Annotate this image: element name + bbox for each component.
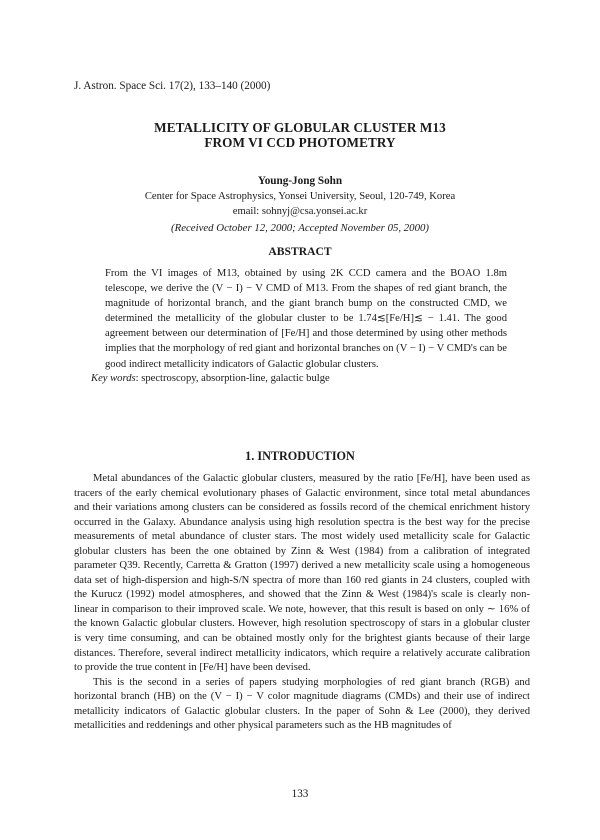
abstract-text: From the VI images of M13, obtained by using 2K CCD camera and the BOAO 1.8m telescope, we derive the (V − I) − V CMD of M13. From the shapes of red giant branch, the magnitude of horizontal branch, and the giant branch bump on the constructed CMD, we determined the metallicity of the globular cluster to be 1.74≲[Fe/H]≲ − 1.41. The good agreement between our determination of [Fe/H] and those determined by using other methods implies that the morphology of red giant and horizontal branches on (V − I) − V CMD's can be good indirect metallicity indicators of Galactic globular clusters. [105, 268, 507, 370]
introduction-body [74, 472, 530, 734]
keywords-label: Key words [91, 373, 136, 384]
journal-reference: J. Astron. Space Sci. 17(2), 133–140 (2000) [74, 80, 271, 92]
author-name: Young-Jong Sohn [257, 175, 343, 187]
paper-title-line-1: METALLICITY OF GLOBULAR CLUSTER M13 [154, 120, 446, 135]
introduction-paragraph-2: This is the second in a series of papers studying morphologies of red giant branch (RGB) and horizontal branch (HB) on the (V − I) − V color magnitude diagrams (CMDs) and their use of indirect metallicity indicators of Galactic globular clusters. In the paper of Sohn & Lee (2000), they derived metallicities and reddenings and other physical parameters such as the HB magnitudes of [74, 676, 530, 732]
paper-title-line-2: FROM VI CCD PHOTOMETRY [204, 135, 396, 150]
author-email: email: sohnyj@csa.yonsei.ac.kr [232, 206, 368, 217]
abstract-heading: ABSTRACT [268, 245, 332, 258]
keywords-list: : spectroscopy, absorption-line, galactic bulge [135, 373, 330, 384]
section-heading-introduction: 1. INTRODUCTION [245, 449, 355, 463]
keywords [91, 373, 330, 384]
introduction-paragraph-1: Metal abundances of the Galactic globular clusters, measured by the ratio [Fe/H], have been used as tracers of the early chemical evolutionary phases of Galactic environment, since total metal abundances and their variations among clusters can be considered as fossils record of the chemical enrichment history occurred in the Galaxy. Abundance analysis using high resolution spectra is the best way for the precise measurements of metal abundance of cluster stars. The most widely used metallicity scale for Galactic globular clusters has been the one obtained by Zinn & West (1984) from a calibration of integrated parameter Q39. Recently, Carretta & Gratton (1997) derived a new metallicity scale using a homogeneous data set of high-dispersion and high-S/N spectra of more than 160 red giants in 24 clusters, coupled with the Kurucz (1992) model atmospheres, and showed that the Zinn & West (1984)'s scale is clearly non-linear in comparison to their improved scale. We note, however, that this result is based on only ∼ 16% of the known Galactic globular clusters. However, high resolution spectroscopy of stars in a globular cluster is very time consuming, and can be obtained mostly only for the brightest giants because of their large distances. Therefore, several indirect metallicity indicators, which require a relatively accurate calibration to provide the true content in [Fe/H] have been devised. [74, 473, 530, 674]
author-affiliation: Center for Space Astrophysics, Yonsei University, Seoul, 120-749, Korea [144, 191, 456, 202]
received-dates: (Received October 12, 2000; Accepted November 05, 2000) [171, 222, 429, 234]
page-number: 133 [291, 788, 309, 800]
